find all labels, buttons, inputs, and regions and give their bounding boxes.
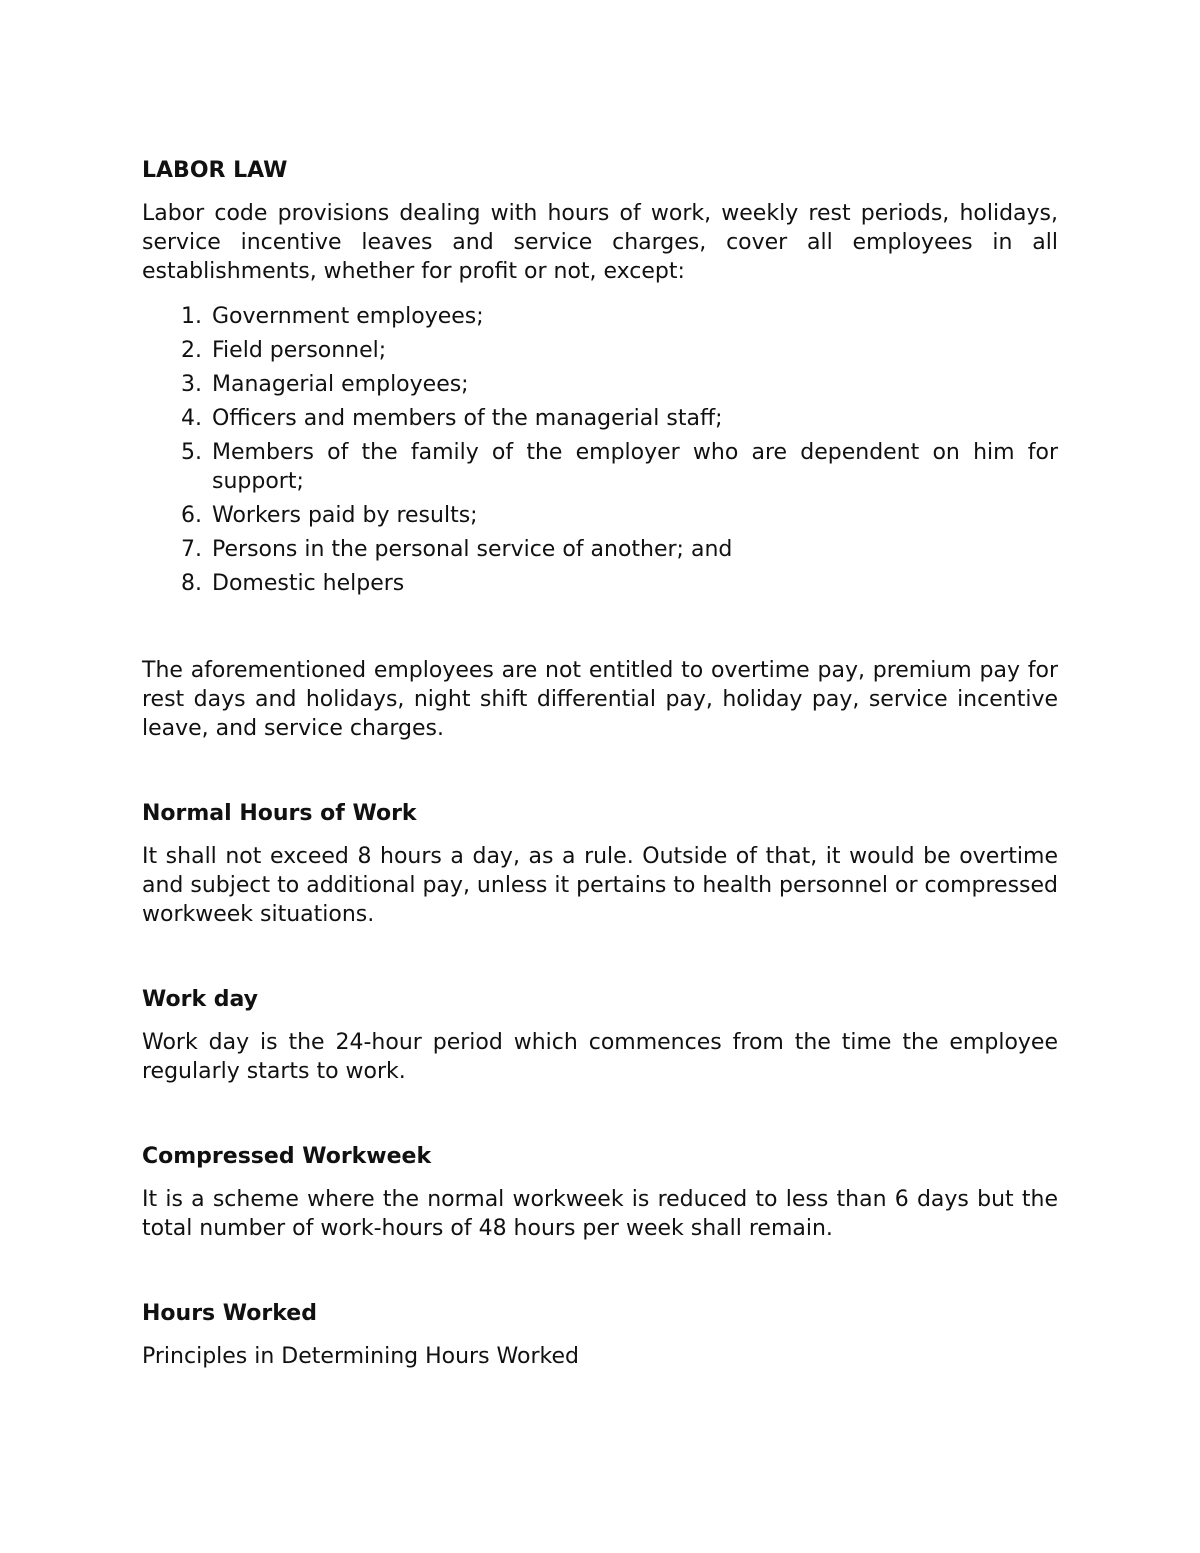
section-body: It is a scheme where the normal workweek is reduced to less than 6 days but the total number of work-hours of 48 hours per week shall remain.	[142, 1187, 1058, 1241]
list-item-number: 2.	[181, 338, 202, 363]
section-heading: Hours Worked	[142, 1301, 317, 1326]
list-item-text: Officers and members of the managerial staff;	[212, 406, 723, 431]
list-item-number: 4.	[181, 406, 202, 431]
list-item-text: Domestic helpers	[212, 571, 405, 596]
list-item-text: Members of the family of the employer who are dependent on him for support;	[212, 440, 1058, 494]
document-title: LABOR LAW	[142, 158, 288, 183]
list-item-number: 7.	[181, 537, 202, 562]
document-page	[142, 156, 1058, 1371]
section-normal-hours	[142, 799, 1058, 929]
section-body: It shall not exceed 8 hours a day, as a rule. Outside of that, it would be overtime and subject to additional pay, unless it pertains to health personnel or compressed workweek situations.	[142, 844, 1058, 927]
list-item	[142, 370, 1058, 399]
list-item	[142, 404, 1058, 433]
section-heading: Work day	[142, 987, 258, 1012]
list-item	[142, 336, 1058, 365]
list-item	[142, 302, 1058, 331]
section-compressed-workweek	[142, 1142, 1058, 1243]
list-item-text: Managerial employees;	[212, 372, 469, 397]
list-item	[142, 535, 1058, 564]
list-item-number: 3.	[181, 372, 202, 397]
section-heading: Normal Hours of Work	[142, 801, 417, 826]
list-item-number: 8.	[181, 571, 202, 596]
after-list-section	[142, 656, 1058, 743]
section-body: Work day is the 24-hour period which commences from the time the employee regularly starts to work.	[142, 1030, 1058, 1084]
section-heading: Compressed Workweek	[142, 1144, 432, 1169]
list-item	[142, 569, 1058, 598]
list-item-text: Workers paid by results;	[212, 503, 478, 528]
list-item-number: 5.	[181, 440, 202, 465]
intro-paragraph: Labor code provisions dealing with hours of work, weekly rest periods, holidays, service incentive leaves and service charges, cover all employees in all establishments, whether for profit or not, except:	[142, 201, 1058, 284]
section-body: Principles in Determining Hours Worked	[142, 1344, 579, 1369]
exceptions-list	[142, 302, 1058, 598]
list-item	[142, 438, 1058, 496]
list-item-text: Field personnel;	[212, 338, 387, 363]
section-hours-worked	[142, 1299, 1058, 1371]
list-item	[142, 501, 1058, 530]
list-item-text: Persons in the personal service of another; and	[212, 537, 733, 562]
section-work-day	[142, 985, 1058, 1086]
list-item-text: Government employees;	[212, 304, 484, 329]
after-list-paragraph: The aforementioned employees are not entitled to overtime pay, premium pay for rest days and holidays, night shift differential pay, holiday pay, service incentive leave, and service charges.	[142, 658, 1058, 741]
list-item-number: 6.	[181, 503, 202, 528]
list-item-number: 1.	[181, 304, 202, 329]
